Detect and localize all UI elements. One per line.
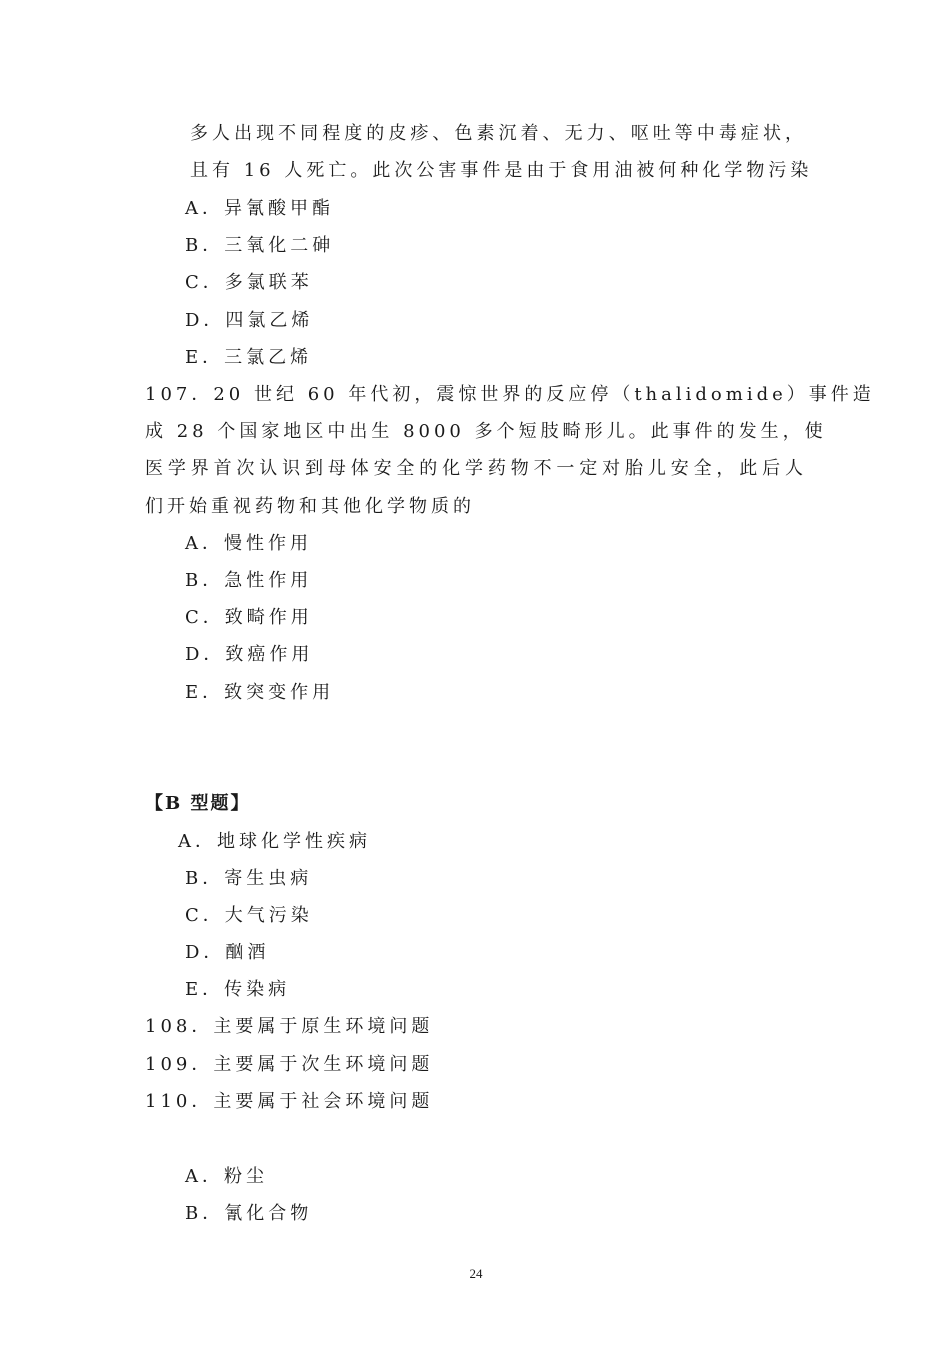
- q107-option-c: C．致畸作用: [185, 607, 313, 628]
- q106-option-c: C．多氯联苯: [185, 272, 313, 293]
- q106-option-d: D．四氯乙烯: [185, 310, 314, 331]
- question-108: 108．主要属于原生环境问题: [145, 1016, 434, 1037]
- q107-stem-line-1: 107．20 世纪 60 年代初，震惊世界的反应停（thalidomide）事件造: [145, 384, 875, 405]
- b-group1-option-a: A．地球化学性疾病: [178, 831, 371, 852]
- q107-option-a: A．慢性作用: [185, 533, 312, 554]
- q107-option-d: D．致癌作用: [185, 644, 314, 665]
- b-group1-option-e: E．传染病: [185, 979, 291, 1000]
- section-b-heading: 【B 型题】: [145, 793, 251, 814]
- q106-stem-line-2: 且有 16 人死亡。此次公害事件是由于食用油被何种化学物污染: [190, 160, 813, 181]
- q107-option-e: E．致突变作用: [185, 682, 335, 703]
- q106-option-a: A．异氰酸甲酯: [185, 198, 334, 219]
- b-group1-option-b: B．寄生虫病: [185, 868, 313, 889]
- b-group2-option-a: A．粉尘: [185, 1166, 268, 1187]
- b-group1-option-c: C．大气污染: [185, 905, 313, 926]
- q107-stem-line-4: 们开始重视药物和其他化学物质的: [145, 496, 475, 517]
- question-110: 110．主要属于社会环境问题: [145, 1091, 434, 1112]
- q107-stem-line-3: 医学界首次认识到母体安全的化学药物不一定对胎儿安全，此后人: [145, 458, 807, 479]
- b-group1-option-d: D．酗酒: [185, 942, 270, 963]
- q106-option-b: B．三氧化二砷: [185, 235, 335, 256]
- question-109: 109．主要属于次生环境问题: [145, 1054, 434, 1075]
- q106-stem-line-1: 多人出现不同程度的皮疹、色素沉着、无力、呕吐等中毒症状，: [190, 123, 807, 144]
- b-group2-option-b: B．氰化合物: [185, 1203, 313, 1224]
- q107-stem-line-2: 成 28 个国家地区中出生 8000 多个短肢畸形儿。此事件的发生，使: [145, 421, 827, 442]
- q106-option-e: E．三氯乙烯: [185, 347, 313, 368]
- page-number: 24: [469, 1266, 483, 1281]
- q107-option-b: B．急性作用: [185, 570, 313, 591]
